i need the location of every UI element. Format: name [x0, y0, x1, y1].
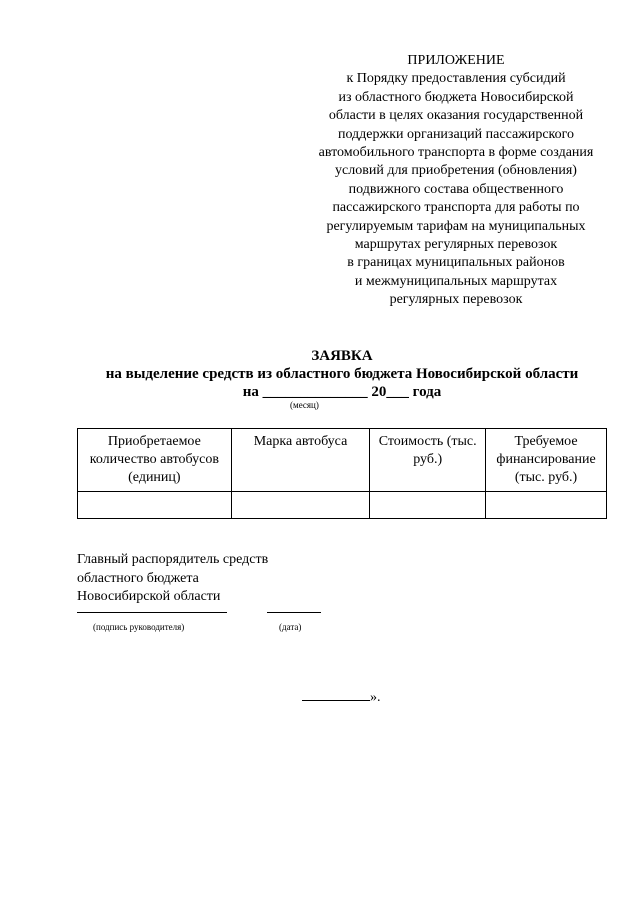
- document-heading: ЗАЯВКА: [311, 348, 373, 364]
- appendix-line: поддержки организаций пассажирского: [337, 126, 575, 142]
- application-title-block: [60, 347, 624, 401]
- period-prefix: на: [242, 384, 259, 400]
- request-table: [77, 428, 607, 519]
- date-line[interactable]: [267, 612, 321, 613]
- document-subheading: на выделение средств из областного бюджета Новосибирской области: [105, 366, 579, 382]
- signature-line[interactable]: [77, 612, 227, 613]
- cell-required-funding[interactable]: [486, 492, 607, 519]
- appendix-line: области в целях оказания государственной: [328, 108, 584, 124]
- appendix-line: подвижного состава общественного: [348, 181, 564, 197]
- appendix-line: маршрутах регулярных перевозок: [354, 237, 558, 253]
- appendix-line: условий для приобретения (обновления): [335, 163, 577, 179]
- header-bus-quantity: Приобретаемое количество автобусов (единиц): [78, 429, 232, 492]
- month-caption: (месяц): [290, 400, 319, 410]
- cell-bus-quantity[interactable]: [78, 492, 232, 519]
- month-blank[interactable]: ______________: [262, 384, 368, 400]
- header-bus-brand: Марка автобуса: [231, 429, 370, 492]
- signer-line: Новосибирской области: [77, 589, 221, 604]
- closing-line: [302, 686, 381, 707]
- closing-quote: ».: [370, 690, 381, 705]
- appendix-line: регулируемым тарифам на муниципальных: [326, 218, 586, 234]
- year-blank[interactable]: 20___: [371, 384, 409, 400]
- appendix-line: регулярных перевозок: [389, 292, 523, 308]
- header-required-funding: Требуемое финансирование (тыс. руб.): [486, 429, 607, 492]
- appendix-line: автомобильного транспорта в форме создания: [318, 145, 594, 161]
- appendix-header: [300, 52, 612, 310]
- appendix-line: из областного бюджета Новосибирской: [338, 89, 574, 105]
- closing-blank[interactable]: [302, 686, 370, 701]
- table-header-row: [78, 429, 607, 492]
- period-line: [60, 383, 624, 401]
- appendix-line: в границах муниципальных районов: [347, 255, 565, 271]
- signer-line: Главный распорядитель средств: [77, 552, 269, 567]
- period-suffix: года: [412, 384, 442, 400]
- signature-caption: (подпись руководителя): [93, 622, 185, 632]
- signer-line: областного бюджета: [77, 570, 199, 586]
- header-cost: Стоимость (тыс. руб.): [370, 429, 486, 492]
- appendix-line: пассажирского транспорта для работы по: [332, 200, 580, 216]
- table-row: [78, 492, 607, 519]
- appendix-line: к Порядку предоставления субсидий: [346, 71, 566, 87]
- date-caption: (дата): [279, 622, 302, 632]
- cell-bus-brand[interactable]: [231, 492, 370, 519]
- appendix-title: ПРИЛОЖЕНИЕ: [407, 53, 505, 68]
- cell-cost[interactable]: [370, 492, 486, 519]
- appendix-line: и межмуниципальных маршрутах: [354, 273, 558, 289]
- signer-block: [77, 551, 268, 607]
